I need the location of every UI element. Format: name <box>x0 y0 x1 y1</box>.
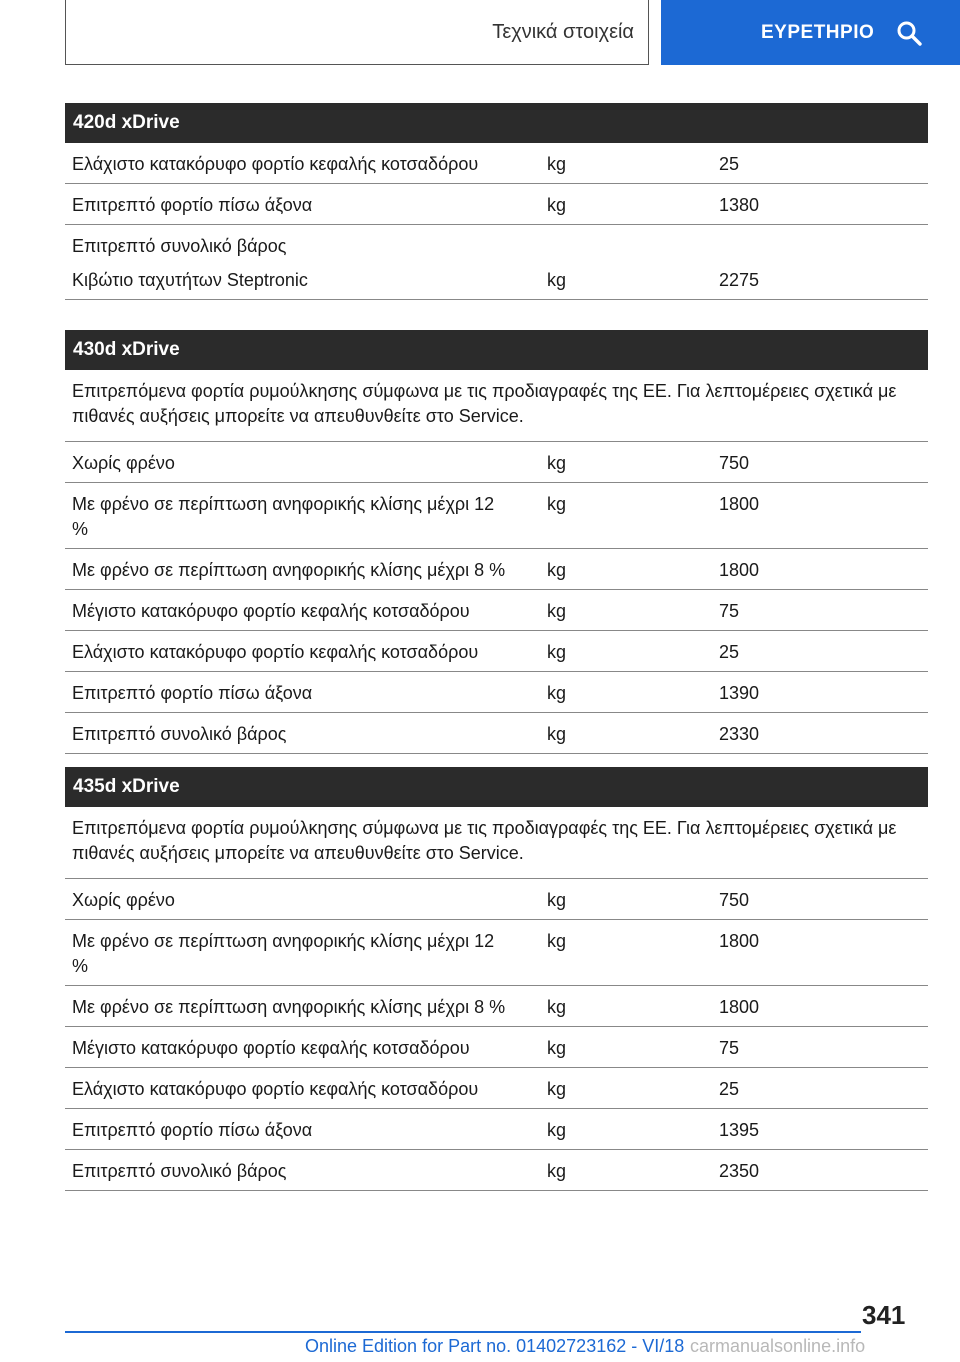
row-label: Ελάχιστο κατακόρυφο φορτίο κεφαλής κοτσαδόρου <box>72 642 479 662</box>
table-row <box>65 1068 928 1109</box>
row-label: Χωρίς φρένο <box>72 890 175 910</box>
table-title: 430d xDrive <box>65 330 928 370</box>
row-unit: kg <box>547 601 567 621</box>
row-unit: kg <box>547 270 567 290</box>
row-unit: kg <box>547 154 567 174</box>
row-value: 1395 <box>719 1120 760 1140</box>
row-unit: kg <box>547 997 567 1017</box>
row-unit: kg <box>547 931 567 951</box>
row-label: Επιτρεπτό φορτίο πίσω άξονα <box>72 1120 313 1140</box>
row-value: 750 <box>719 890 750 910</box>
row-value: 1390 <box>719 683 760 703</box>
table-row <box>65 143 928 184</box>
row-label: Κιβώτιο ταχυτήτων Steptronic <box>72 270 308 290</box>
row-label: Με φρένο σε περίπτωση ανηφορικής κλίσης μέχρι 8 % <box>72 560 506 580</box>
section-title: Τεχνικά στοιχεία <box>492 20 634 43</box>
row-label: Με φρένο σε περίπτωση ανηφορικής κλίσης μέχρι 8 % <box>72 997 506 1017</box>
row-value: 25 <box>719 1079 740 1099</box>
row-unit: kg <box>547 453 567 473</box>
row-value: 1800 <box>719 494 760 514</box>
table-420d <box>65 103 928 300</box>
index-label: ΕΥΡΕΤΗΡΙΟ <box>761 21 875 43</box>
table-row <box>65 259 928 300</box>
footer-divider <box>65 1331 861 1333</box>
row-value: 1800 <box>719 997 760 1017</box>
row-label: Με φρένο σε περίπτωση ανηφορικής κλίσης μέχρι 12 % <box>72 494 495 539</box>
row-value: 1800 <box>719 931 760 951</box>
edition-text: Online Edition for Part no. 01402723162 - VI/18 <box>305 1336 685 1356</box>
row-value: 2350 <box>719 1161 760 1181</box>
section-tab[interactable] <box>65 0 649 65</box>
row-label: Επιτρεπτό συνολικό βάρος <box>72 1161 287 1181</box>
row-unit: kg <box>547 1161 567 1181</box>
row-label: Επιτρεπτό φορτίο πίσω άξονα <box>72 195 313 215</box>
table-row <box>65 879 928 920</box>
row-unit: kg <box>547 195 567 215</box>
table-note: Επιτρεπόμενα φορτία ρυμούλκησης σύμφωνα με τις προδιαγραφές της ΕΕ. Για λεπτομέρειες σχετικά με πιθανές αυξήσεις μπορείτε να απευθυνθείτε στο Service. <box>65 807 928 879</box>
row-unit: kg <box>547 560 567 580</box>
row-value: 25 <box>719 154 740 174</box>
row-label: Μέγιστο κατακόρυφο φορτίο κεφαλής κοτσαδόρου <box>72 601 470 621</box>
table-row <box>65 1109 928 1150</box>
row-value: 2275 <box>719 270 760 290</box>
row-label: Ελάχιστο κατακόρυφο φορτίο κεφαλής κοτσαδόρου <box>72 1079 479 1099</box>
row-unit: kg <box>547 724 567 744</box>
row-label: Με φρένο σε περίπτωση ανηφορικής κλίσης μέχρι 12 % <box>72 931 495 976</box>
row-value: 1380 <box>719 195 760 215</box>
table-row <box>65 442 928 483</box>
table-435d <box>65 767 928 1191</box>
row-unit: kg <box>547 1079 567 1099</box>
search-icon[interactable] <box>896 20 922 46</box>
row-label: Επιτρεπτό συνολικό βάρος <box>72 236 287 256</box>
row-value: 75 <box>719 1038 740 1058</box>
table-title: 420d xDrive <box>65 103 928 143</box>
row-unit: kg <box>547 890 567 910</box>
table-row <box>65 631 928 672</box>
row-unit: kg <box>547 494 567 514</box>
watermark: carmanualsonline.info <box>690 1336 866 1356</box>
row-value: 75 <box>719 601 740 621</box>
table-row <box>65 590 928 631</box>
row-value: 1800 <box>719 560 760 580</box>
row-unit: kg <box>547 1120 567 1140</box>
table-row <box>65 549 928 590</box>
row-value: 25 <box>719 642 740 662</box>
row-label: Ελάχιστο κατακόρυφο φορτίο κεφαλής κοτσαδόρου <box>72 154 479 174</box>
row-unit: kg <box>547 683 567 703</box>
table-row <box>65 672 928 713</box>
row-value: 2330 <box>719 724 760 744</box>
table-430d <box>65 330 928 754</box>
index-button[interactable] <box>661 0 960 65</box>
table-row <box>65 986 928 1027</box>
table-title: 435d xDrive <box>65 767 928 807</box>
row-unit: kg <box>547 642 567 662</box>
row-unit: kg <box>547 1038 567 1058</box>
row-label: Επιτρεπτό φορτίο πίσω άξονα <box>72 683 313 703</box>
row-value: 750 <box>719 453 750 473</box>
page-header <box>0 0 960 66</box>
table-note: Επιτρεπόμενα φορτία ρυμούλκησης σύμφωνα με τις προδιαγραφές της ΕΕ. Για λεπτομέρειες σχετικά με πιθανές αυξήσεις μπορείτε να απευθυνθείτε στο Service. <box>65 370 928 442</box>
row-label: Χωρίς φρένο <box>72 453 175 473</box>
page-number: 341 <box>862 1300 906 1330</box>
table-row <box>65 1150 928 1191</box>
table-row <box>65 184 928 225</box>
table-row <box>65 920 928 986</box>
row-label: Επιτρεπτό συνολικό βάρος <box>72 724 287 744</box>
table-row <box>65 1027 928 1068</box>
table-row <box>65 483 928 549</box>
table-row <box>65 713 928 754</box>
row-label: Μέγιστο κατακόρυφο φορτίο κεφαλής κοτσαδόρου <box>72 1038 470 1058</box>
